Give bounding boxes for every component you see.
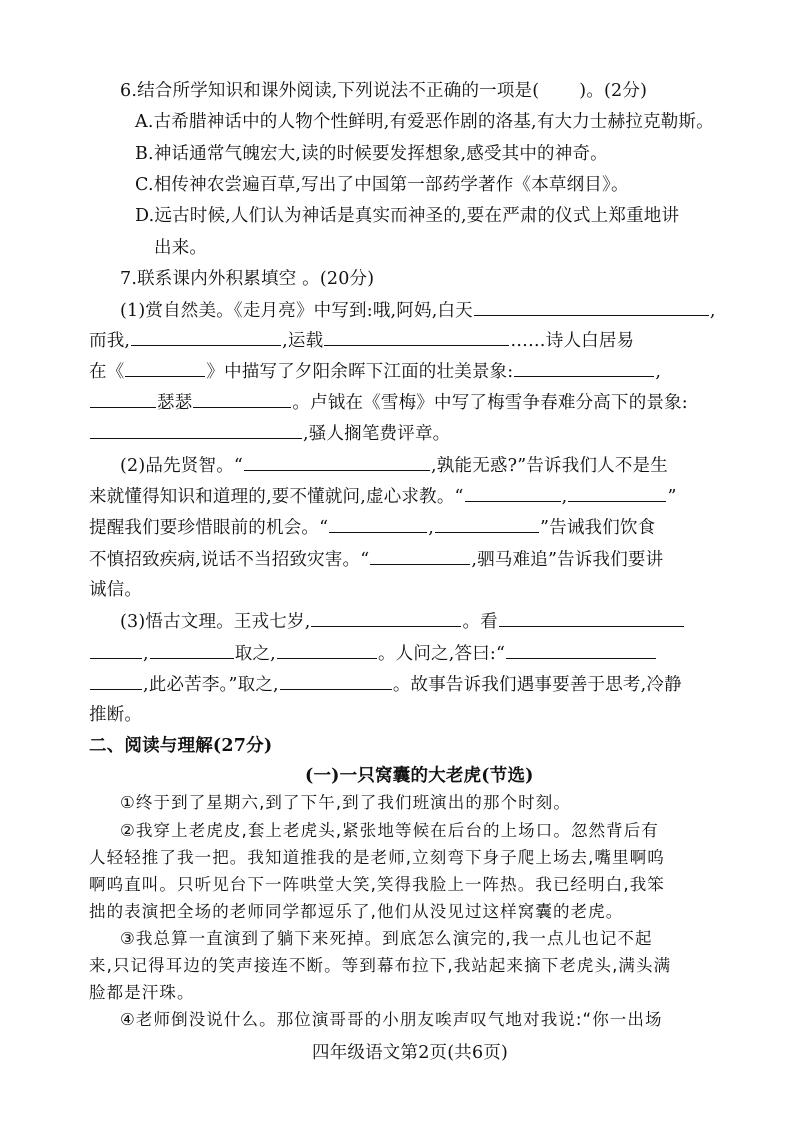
passage-para-3: ③我总算一直演到了躺下来死掉。到底怎么演完的,我一点儿也记不起 <box>120 929 653 948</box>
passage-para-3-cont: 来,只记得耳边的笑声接连不断。等到幕布拉下,我站起来摘下老虎头,满头满 <box>89 956 672 975</box>
blank-field[interactable] <box>506 640 656 659</box>
q6-option-d: D.远古时候,人们认为神话是真实而神圣的,要在严肃的仪式上郑重地讲 <box>135 206 680 226</box>
q7-p2-line3: 提醒我们要珍惜眼前的机会。“ , ”告诫我们饮食 <box>89 514 655 541</box>
blank-field[interactable] <box>90 640 142 659</box>
passage-para-2: ②我穿上老虎皮,套上老虎头,紧张地等候在后台的上场口。忽然背后有 <box>120 821 659 840</box>
q6-option-c: C.相传神农尝遍百草,写出了中国第一部药学著作《本草纲目》。 <box>135 175 629 195</box>
blank-field[interactable] <box>90 420 302 439</box>
blank-field[interactable] <box>244 452 430 471</box>
q7-p1-line2: 而我, ,运载 ……诗人白居易 <box>89 327 634 354</box>
blank-field[interactable] <box>329 514 427 533</box>
q7-p3-line1: (3)悟古文理。王戎七岁, 。看 <box>120 608 685 635</box>
blank-field[interactable] <box>324 327 509 346</box>
q7-p3-line2: , 取之, 。人问之,答曰:“ <box>89 640 657 667</box>
q7-p2-line4: 不慎招致疾病,说话不当招致灾害。“ ,驷马难追”告诉我们要讲 <box>89 546 663 573</box>
q7-p2-line5: 诚信。 <box>89 580 143 600</box>
q6-stem: 6.结合所学知识和课外阅读,下列说法不正确的一项是( )。(2分) <box>120 81 648 101</box>
q7-p2-line2: 来就懂得知识和道理的,要不懂就问,虚心求教。“ , ” <box>89 483 677 510</box>
blank-field[interactable] <box>465 483 561 502</box>
passage-para-1: ①终于到了星期六,到了下午,到了我们班演出的那个时刻。 <box>120 793 571 812</box>
blank-field[interactable] <box>568 483 666 502</box>
q6-option-a: A.古希腊神话中的人物个性鲜明,有爱恶作剧的洛基,有大力士赫拉克勒斯。 <box>135 112 714 132</box>
passage-para-4: ④老师倒没说什么。那位演哥哥的小朋友唉声叹气地对我说:“你一出场 <box>120 1010 663 1029</box>
blank-field[interactable] <box>90 671 142 690</box>
blank-field[interactable] <box>435 514 539 533</box>
page-footer: 四年级语文第2页(共6页) <box>312 1043 509 1063</box>
blank-field[interactable] <box>370 546 470 565</box>
blank-field[interactable] <box>474 297 709 316</box>
blank-field[interactable] <box>193 389 291 408</box>
q7-p3-line3: ,此必苦李。”取之, 。故事告诉我们遇事要善于思考,冷静 <box>89 671 682 698</box>
passage-title: (一)一只窝囊的大老虎(节选) <box>305 766 534 786</box>
blank-field[interactable] <box>131 327 281 346</box>
section-heading: 二、阅读与理解(27分) <box>89 736 273 756</box>
blank-field[interactable] <box>311 608 461 627</box>
passage-para-3-cont: 脸都是汗珠。 <box>89 983 195 1002</box>
q7-p1-line4: 瑟瑟 。卢钺在《雪梅》中写了梅雪争春难分高下的景象: <box>89 389 688 416</box>
q7-p2-line1: (2)品先贤智。“ ,孰能无惑?”告诉我们人不是生 <box>120 452 668 479</box>
blank-field[interactable] <box>150 640 234 659</box>
blank-field[interactable] <box>280 671 392 690</box>
q7-stem: 7.联系课内外积累填空 。(20分) <box>120 269 375 289</box>
q7-p3-line4: 推断。 <box>89 705 143 725</box>
q7-p1-line5: ,骚人搁笔费评章。 <box>89 420 450 447</box>
passage-para-2-cont: 拙的表演把全场的老师同学都逗乐了,他们从没见过这样窝囊的老虎。 <box>89 902 624 921</box>
blank-field[interactable] <box>90 389 156 408</box>
q6-option-b: B.神话通常气魄宏大,读的时候要发挥想象,感受其中的神奇。 <box>135 144 608 164</box>
q6-option-d-cont: 出来。 <box>154 238 208 258</box>
blank-field[interactable] <box>499 608 684 627</box>
blank-field[interactable] <box>125 358 205 377</box>
blank-field[interactable] <box>277 640 377 659</box>
q7-p1-line3: 在《 》中描写了夕阳余晖下江面的壮美景象: , <box>89 358 661 385</box>
passage-para-2-cont: 啊呜直叫。只听见台下一阵哄堂大笑,笑得我脸上一阵热。我已经明白,我笨 <box>89 875 665 894</box>
q7-p1-line1: (1)赏自然美。《走月亮》中写到:哦,阿妈,白天 , <box>120 297 716 324</box>
blank-field[interactable] <box>514 358 654 377</box>
passage-para-2-cont: 人轻轻推了我一把。我知道推我的是老师,立刻弯下身子爬上场去,嘴里啊呜 <box>89 848 665 867</box>
